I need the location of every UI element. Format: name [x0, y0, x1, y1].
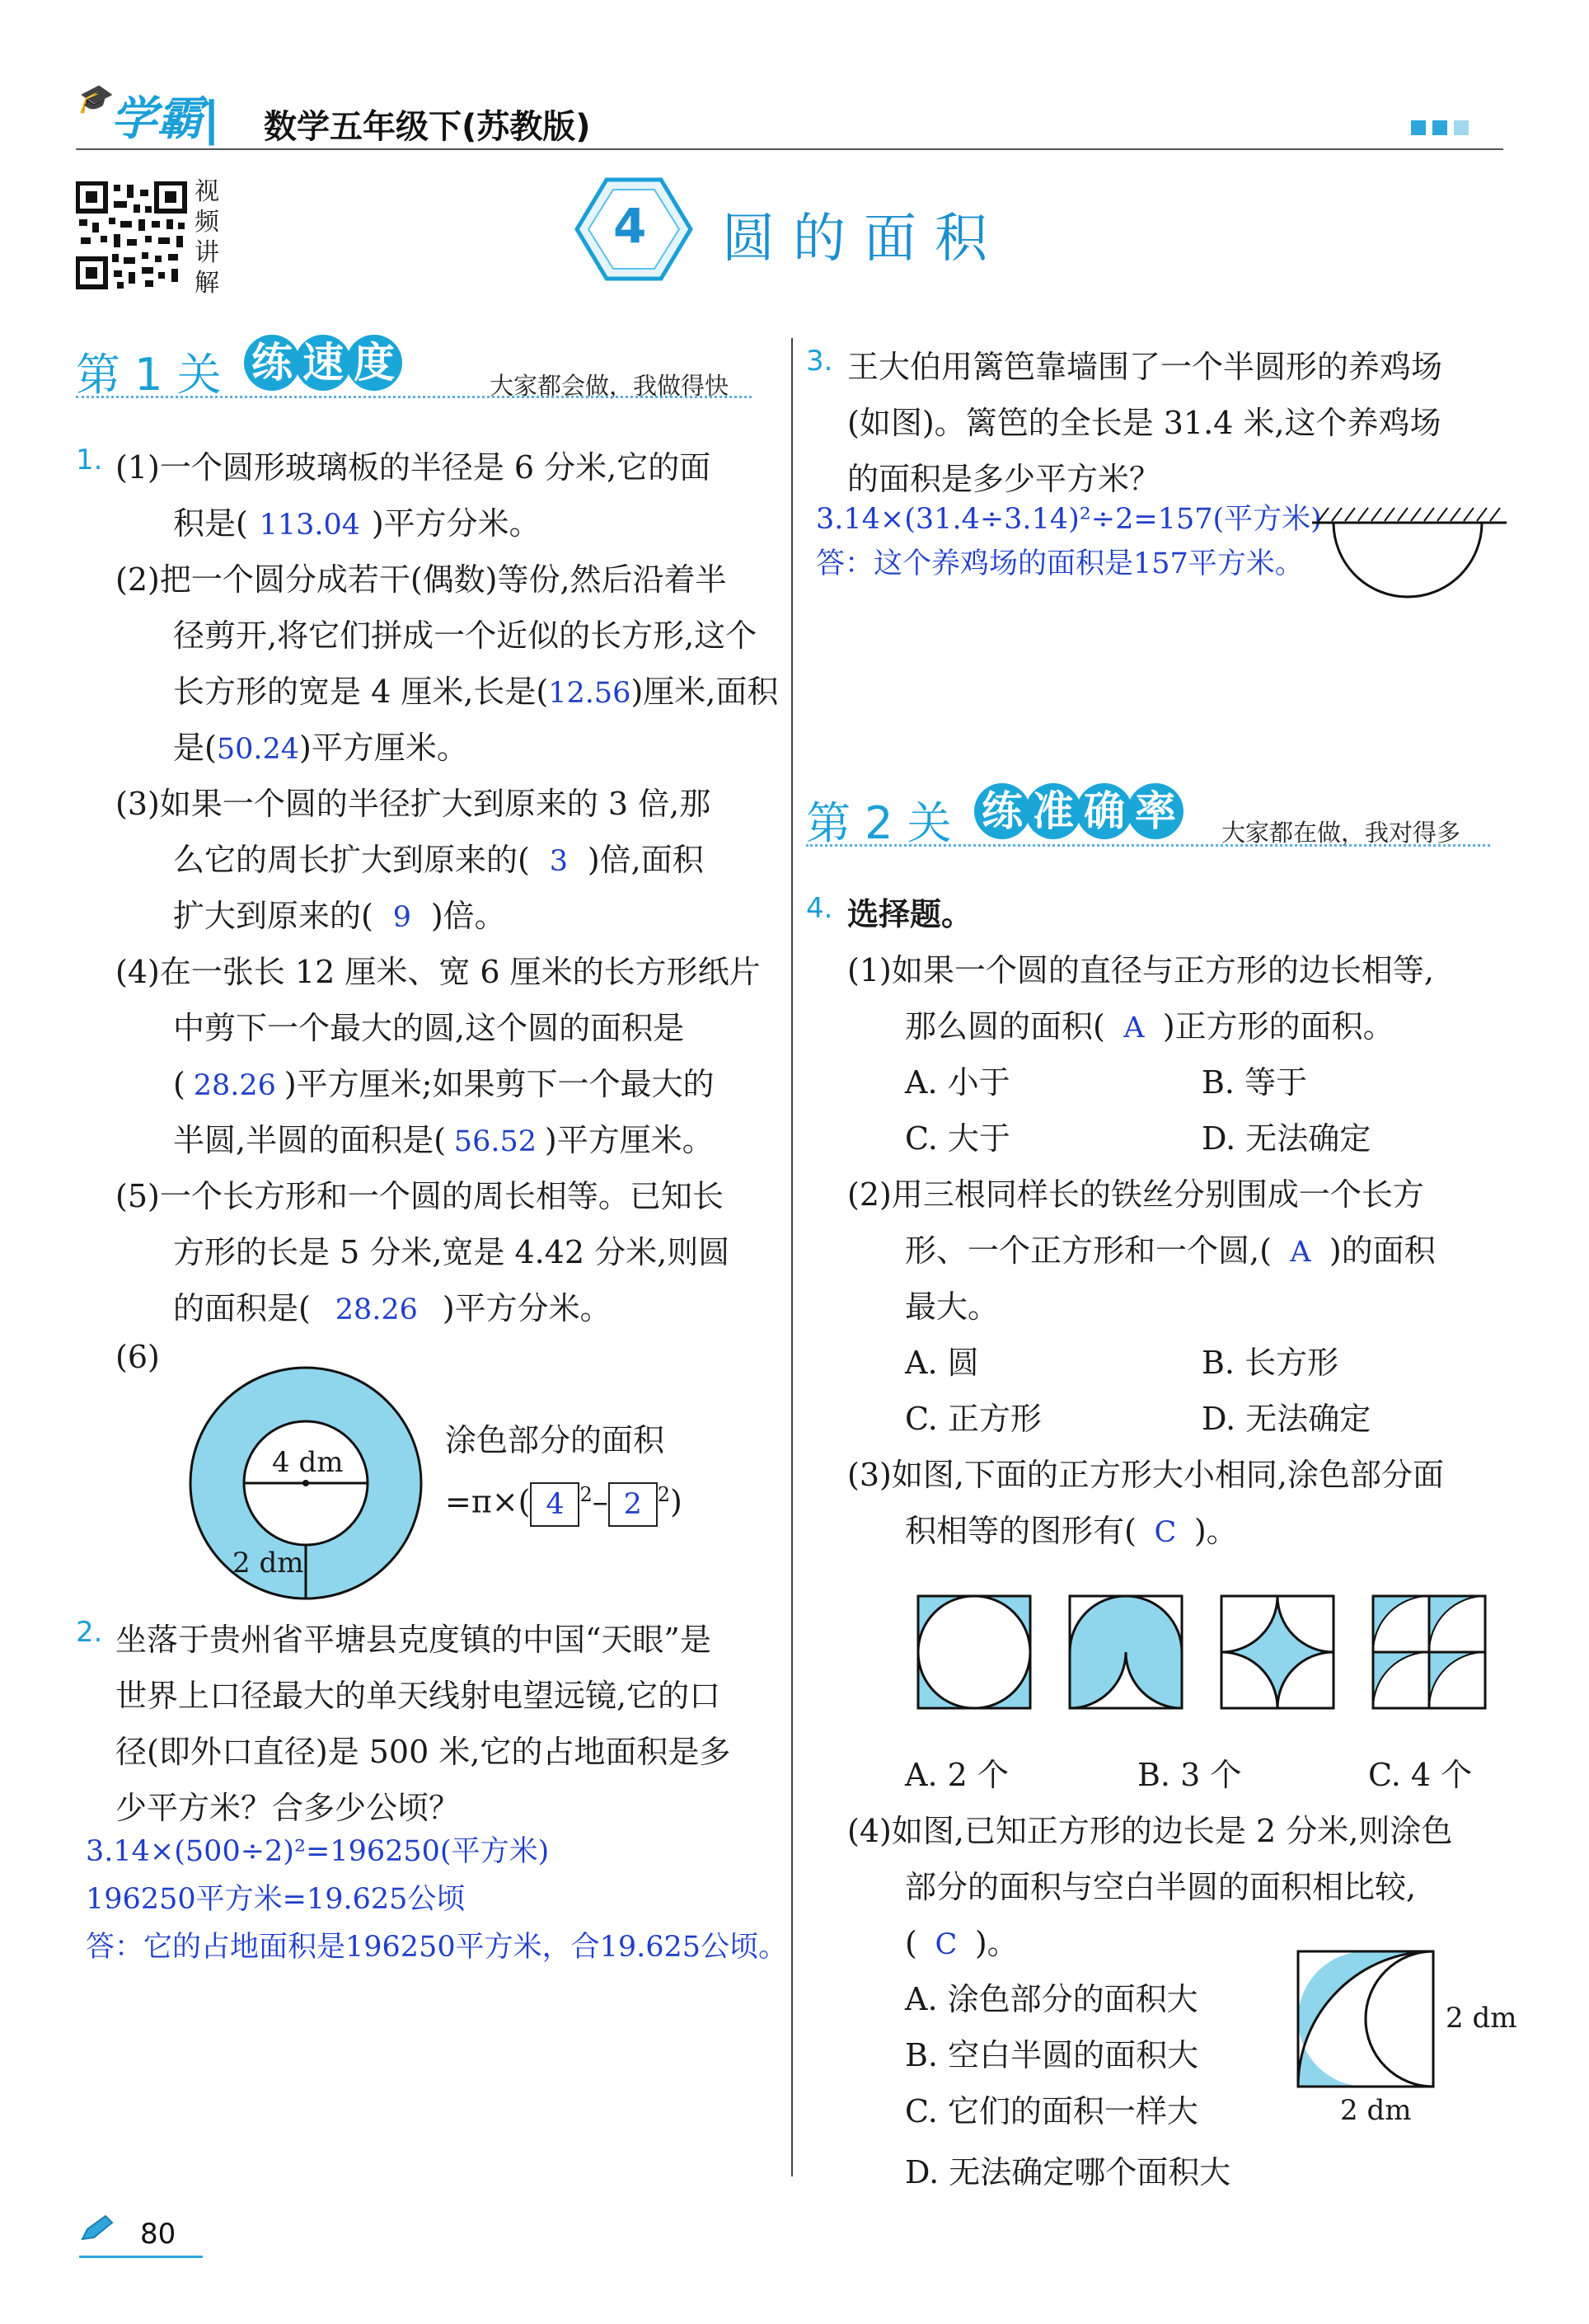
q4-s4-line3: ( C )。 [905, 1925, 1019, 1961]
q2-answer3: 答：它的占地面积是196250平方米，合19.625公顷。 [86, 1931, 788, 1964]
q1-p3-answer2: 9 [392, 901, 411, 934]
book-title: 数学五年级下(苏教版) [264, 108, 591, 146]
q1-p6-text: 涂色部分的面积 [445, 1422, 665, 1458]
page-number: 80 [140, 2218, 176, 2251]
q1-p3-line3: 扩大到原来的( 9 )倍。 [173, 898, 506, 934]
q4-s2-line3: 最大。 [905, 1289, 1000, 1325]
q3-line2: (如图)。篱笆的全长是 31.4 米,这个养鸡场 [847, 405, 1441, 441]
crescent-figure [1296, 1949, 1436, 2089]
q4-s1-opt-c: C. 大于 [905, 1120, 1010, 1157]
level2-slogan: 大家都在做，我对得多 [1221, 819, 1461, 847]
qr-code[interactable] [76, 181, 188, 290]
level1-tag: 练 速 度 [244, 335, 397, 391]
q4-s1-line2: 那么圆的面积( A )正方形的面积。 [905, 1008, 1394, 1045]
header-squares [1411, 120, 1469, 135]
q1-p2-line4: 是(50.24)平方厘米。 [173, 730, 468, 766]
q3-line1: 王大伯用篱笆靠墙围了一个半圆形的养鸡场 [847, 349, 1443, 385]
q1-p4-line4: 半圆,半圆的面积是( 56.52 )平方厘米。 [173, 1122, 714, 1158]
q2-number: 2. [76, 1616, 103, 1649]
q4-s2-line2: 形、一个正方形和一个圆,( A )的面积 [905, 1232, 1436, 1269]
q4-s4-line1: (4)如图,已知正方形的边长是 2 分米,则涂色 [847, 1813, 1453, 1849]
q4-title: 选择题。 [847, 895, 973, 932]
annulus-inner-label: 4 dm [272, 1446, 344, 1479]
mortarboard-icon: 🎓 [76, 82, 111, 115]
q1-p6-box1: 4 [530, 1482, 579, 1527]
q1-p2-line3: 长方形的宽是 4 厘米,长是(12.56)厘米,面积 [173, 674, 779, 710]
q4-s3-opt-a: A. 2 个 [905, 1757, 1009, 1793]
q1-p6-formula: =π×( 4 $^2$– 2 $^2$) [445, 1482, 682, 1527]
q4-s3-opt-b: B. 3 个 [1137, 1757, 1242, 1793]
chapter-number: 4 [613, 198, 647, 254]
q1-p5-answer: 28.26 [335, 1293, 418, 1326]
annulus-figure [186, 1364, 425, 1603]
square-icon [1411, 120, 1426, 135]
footer-rule [79, 2256, 203, 2258]
q4-s1-line1: (1)如果一个圆的直径与正方形的边长相等, [847, 952, 1434, 988]
q4-s1-opt-b: B. 等于 [1202, 1064, 1308, 1101]
q4-s1-opt-d: D. 无法确定 [1202, 1120, 1371, 1157]
square-icon [1432, 120, 1447, 135]
column-divider [791, 338, 793, 2176]
q1-p1-answer: 113.04 [259, 509, 361, 542]
q4-s2-line1: (2)用三根同样长的铁丝分别围成一个长方 [847, 1176, 1424, 1213]
q3-answer2: 答：这个养鸡场的面积是157平方米。 [816, 547, 1304, 580]
square-icon [1454, 120, 1469, 135]
brand-name: 学霸 [110, 92, 204, 146]
q1-p2-line1: (2)把一个圆分成若干(偶数)等份,然后沿着半 [115, 561, 727, 598]
four-squares-figure [916, 1594, 1498, 1710]
q1-p4-line1: (4)在一张长 12 厘米、宽 6 厘米的长方形纸片 [115, 954, 761, 990]
q1-p2-answer2: 50.24 [216, 733, 300, 766]
crescent-dim-right: 2 dm [1446, 2002, 1517, 2035]
level2-tag: 练 准 确 率 [974, 783, 1179, 839]
q4-s3-answer: C [1154, 1516, 1177, 1549]
q4-s2-answer: A [1290, 1236, 1311, 1269]
level1-rule [76, 396, 752, 398]
q4-s1-answer: A [1123, 1012, 1145, 1045]
annulus-outer-label: 2 dm [232, 1547, 304, 1580]
q4-s4-opt-c: C. 它们的面积一样大 [905, 2093, 1198, 2129]
brand-logo: 🎓学霸| [76, 82, 220, 146]
level2-label: 第 2 关 [806, 797, 952, 849]
level1-slogan: 大家都会做，我做得快 [490, 372, 729, 400]
q1-p4-line3: ( 28.26 )平方厘米;如果剪下一个最大的 [173, 1066, 715, 1102]
crescent-dim-bottom: 2 dm [1340, 2094, 1412, 2127]
chapter-title: 圆的面积 [722, 209, 1005, 270]
q1-p3-line1: (3)如果一个圆的半径扩大到原来的 3 倍,那 [115, 786, 711, 822]
q1-p3-answer1: 3 [549, 845, 568, 878]
q1-p5-line3: 的面积是( 28.26 )平方分米。 [173, 1290, 612, 1326]
q1-number: 1. [76, 444, 103, 477]
q1-p4-line2: 中剪下一个最大的圆,这个圆的面积是 [173, 1010, 685, 1046]
q3-answer1: 3.14×(31.4÷3.14)²÷2=157(平方米) [816, 503, 1322, 536]
header-rule [76, 148, 1503, 150]
q1-p1-line2: 积是( 113.04 )平方分米。 [173, 505, 541, 542]
q4-s3-opt-c: C. 4 个 [1368, 1757, 1473, 1793]
level2-rule [806, 844, 1490, 847]
q2-line1: 坐落于贵州省平塘县克度镇的中国“天眼”是 [115, 1622, 711, 1658]
q4-s4-line2: 部分的面积与空白半圆的面积相比较, [905, 1869, 1417, 1905]
q1-p5-line1: (5)一个长方形和一个圆的周长相等。已知长 [115, 1178, 724, 1214]
q2-line3: 径(即外口直径)是 500 米,它的占地面积是多 [115, 1734, 731, 1770]
q2-line4: 少平方米？合多少公顷？ [115, 1790, 461, 1826]
q4-s4-opt-d: D. 无法确定哪个面积大 [905, 2154, 1231, 2190]
q4-s2-opt-a: A. 圆 [905, 1345, 979, 1381]
q4-number: 4. [806, 892, 833, 925]
q4-s4-answer: C [935, 1928, 958, 1961]
semicircle-figure [1310, 501, 1508, 603]
q3-line3: 的面积是多少平方米？ [847, 461, 1161, 497]
q4-s1-opt-a: A. 小于 [905, 1064, 1010, 1101]
q3-number: 3. [806, 345, 833, 378]
q4-s2-opt-b: B. 长方形 [1202, 1345, 1339, 1381]
pencil-icon [79, 2214, 115, 2242]
q1-p6-box2: 2 [608, 1482, 658, 1527]
q1-p6-label: (6) [115, 1339, 160, 1375]
q1-p1-line1: (1)一个圆形玻璃板的半径是 6 分米,它的面 [115, 449, 711, 486]
q1-p3-line2: 么它的周长扩大到原来的( 3 )倍,面积 [173, 842, 704, 878]
q4-s4-opt-b: B. 空白半圆的面积大 [905, 2037, 1199, 2073]
level1-label: 第 1 关 [76, 349, 222, 401]
q4-s2-opt-c: C. 正方形 [905, 1401, 1042, 1437]
q1-p5-line2: 方形的长是 5 分米,宽是 4.42 分米,则圆 [173, 1234, 730, 1270]
q2-answer1: 3.14×(500÷2)²=196250(平方米) [86, 1835, 550, 1868]
q1-p4-answer2: 56.52 [453, 1125, 537, 1158]
q1-p2-line2: 径剪开,将它们拼成一个近似的长方形,这个 [173, 617, 757, 654]
qr-label: 视 频 讲 解 [195, 177, 219, 298]
q4-s3-line2: 积相等的图形有( C )。 [905, 1513, 1238, 1549]
q2-answer2: 196250平方米=19.625公顷 [86, 1883, 466, 1916]
q4-s3-line1: (3)如图,下面的正方形大小相同,涂色部分面 [847, 1457, 1444, 1493]
q1-p4-answer1: 28.26 [193, 1069, 276, 1102]
q4-s2-opt-d: D. 无法确定 [1202, 1401, 1371, 1437]
q2-line2: 世界上口径最大的单天线射电望远镜,它的口 [115, 1678, 721, 1714]
q4-s4-opt-a: A. 涂色部分的面积大 [905, 1981, 1198, 2017]
q1-p2-answer1: 12.56 [548, 677, 631, 710]
